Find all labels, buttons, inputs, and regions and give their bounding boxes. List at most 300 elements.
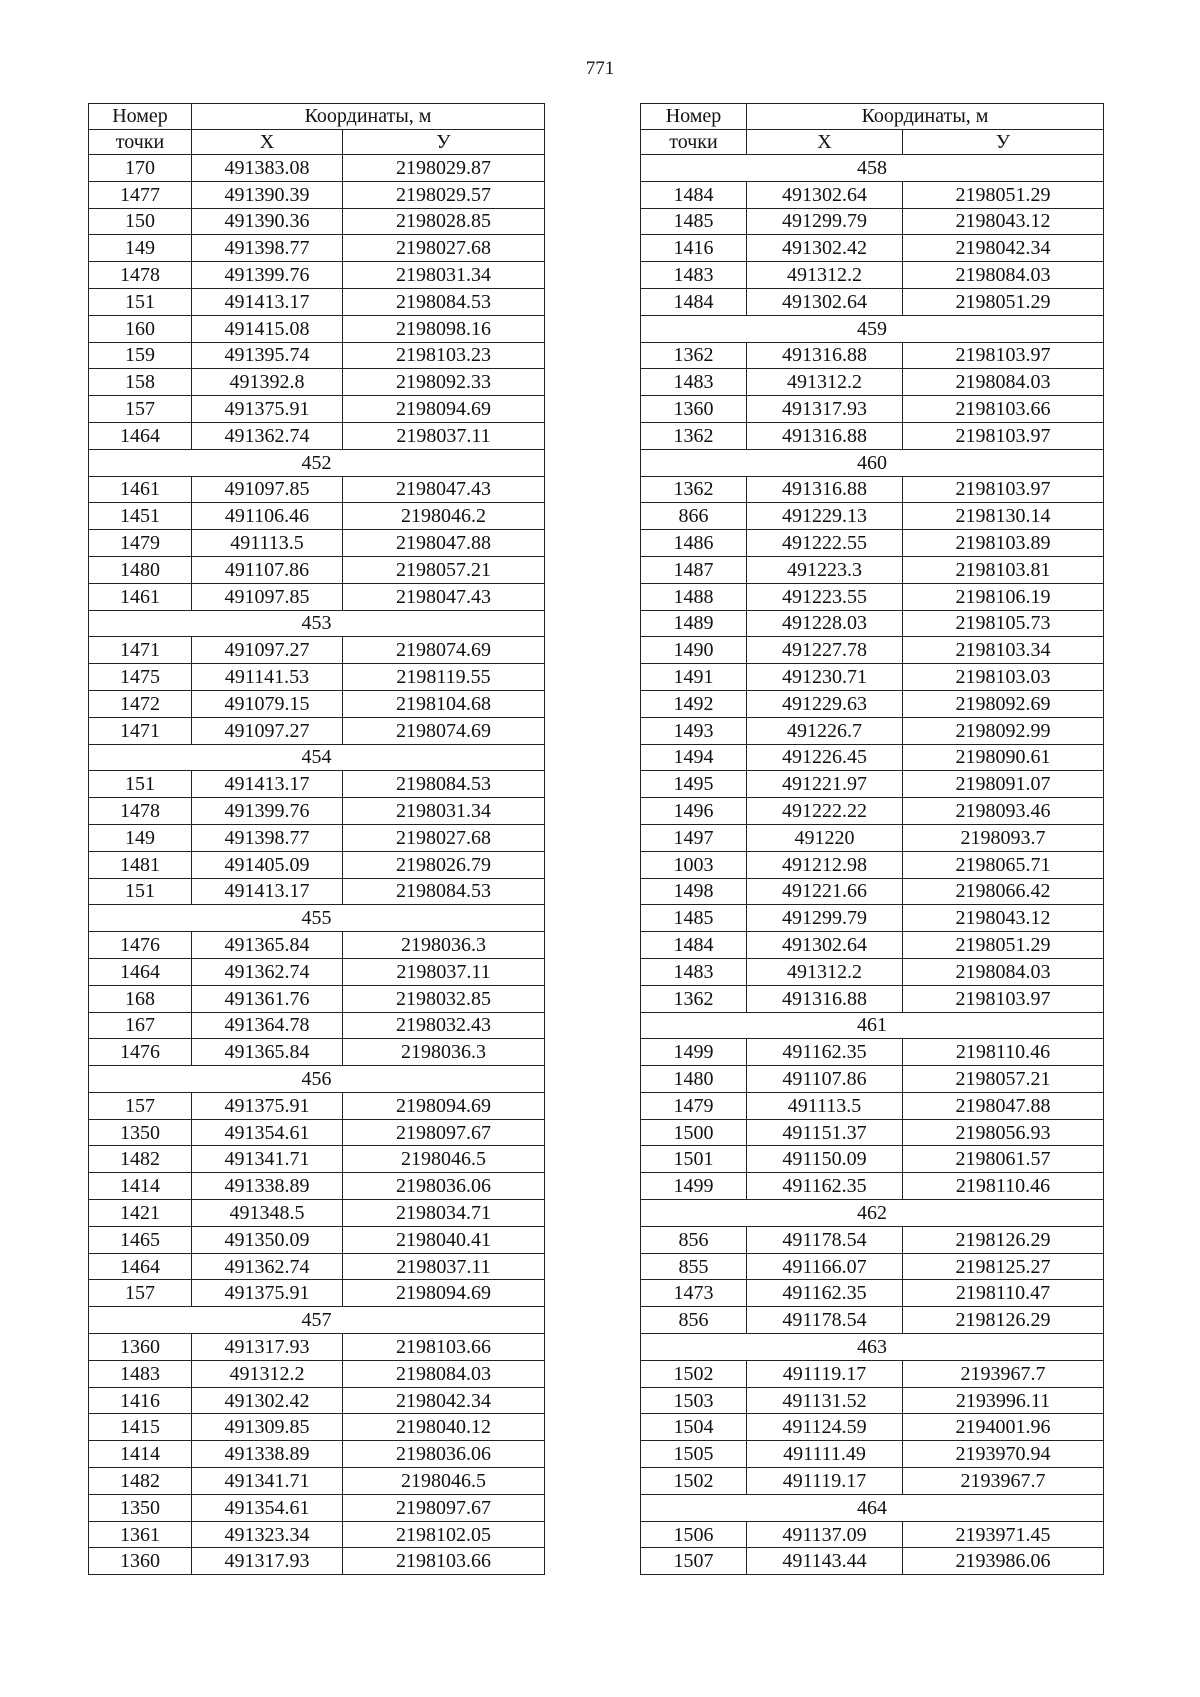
point-number-cell: 1362 (641, 422, 747, 449)
x-coordinate-cell: 491399.76 (192, 798, 343, 825)
point-number-cell: 1499 (641, 1039, 747, 1066)
y-coordinate-cell: 2198036.06 (343, 1173, 545, 1200)
section-row (641, 155, 1104, 182)
table-row (89, 824, 545, 851)
y-coordinate-cell: 2194001.96 (903, 1414, 1104, 1441)
x-coordinate-cell: 491111.49 (747, 1441, 903, 1468)
x-coordinate-cell: 491097.85 (192, 476, 343, 503)
section-row (89, 905, 545, 932)
x-coordinate-cell: 491390.39 (192, 181, 343, 208)
y-coordinate-cell: 2198110.46 (903, 1039, 1104, 1066)
x-coordinate-cell: 491150.09 (747, 1146, 903, 1173)
point-number-cell: 1483 (641, 958, 747, 985)
section-number: 462 (641, 1200, 1104, 1227)
x-coordinate-cell: 491131.52 (747, 1387, 903, 1414)
y-coordinate-cell: 2193971.45 (903, 1521, 1104, 1548)
x-coordinate-cell: 491113.5 (747, 1092, 903, 1119)
y-coordinate-cell: 2198084.03 (903, 262, 1104, 289)
y-coordinate-cell: 2198047.43 (343, 476, 545, 503)
table-row (89, 1119, 545, 1146)
table-row (89, 476, 545, 503)
table-row (89, 1521, 545, 1548)
x-coordinate-cell: 491316.88 (747, 342, 903, 369)
x-coordinate-cell: 491317.93 (192, 1548, 343, 1575)
x-coordinate-cell: 491143.44 (747, 1548, 903, 1575)
y-coordinate-cell: 2198097.67 (343, 1119, 545, 1146)
y-coordinate-cell: 2198126.29 (903, 1307, 1104, 1334)
x-coordinate-cell: 491317.93 (747, 396, 903, 423)
y-coordinate-cell: 2198029.87 (343, 155, 545, 182)
y-coordinate-cell: 2198046.2 (343, 503, 545, 530)
section-number: 454 (89, 744, 545, 771)
point-number-cell: 1483 (641, 262, 747, 289)
y-coordinate-cell: 2198103.97 (903, 342, 1104, 369)
y-coordinate-cell: 2198104.68 (343, 690, 545, 717)
coordinates-header: Координаты, м (192, 104, 545, 130)
point-number-cell: 167 (89, 1012, 192, 1039)
table-row (641, 342, 1104, 369)
table-row (641, 1387, 1104, 1414)
point-number-cell: 1494 (641, 744, 747, 771)
section-number: 459 (641, 315, 1104, 342)
table-row (89, 1012, 545, 1039)
x-coordinate-cell: 491107.86 (747, 1066, 903, 1093)
y-coordinate-cell: 2193970.94 (903, 1441, 1104, 1468)
x-coordinate-cell: 491166.07 (747, 1253, 903, 1280)
point-number-cell: 1360 (641, 396, 747, 423)
x-coordinate-cell: 491097.27 (192, 717, 343, 744)
y-coordinate-cell: 2198091.07 (903, 771, 1104, 798)
section-number: 460 (641, 449, 1104, 476)
point-number-cell: 856 (641, 1307, 747, 1334)
table-row (89, 288, 545, 315)
table-row (641, 1468, 1104, 1495)
point-number-cell: 1362 (641, 985, 747, 1012)
table-row (89, 1548, 545, 1575)
point-number-cell: 149 (89, 235, 192, 262)
point-number-cell: 1488 (641, 583, 747, 610)
section-row (641, 1012, 1104, 1039)
x-coordinate-cell: 491338.89 (192, 1441, 343, 1468)
table-row (641, 1548, 1104, 1575)
y-coordinate-cell: 2198093.7 (903, 824, 1104, 851)
y-coordinate-cell: 2198026.79 (343, 851, 545, 878)
table-row (641, 744, 1104, 771)
point-number-cell: 1416 (641, 235, 747, 262)
point-number-cell: 1478 (89, 798, 192, 825)
y-coordinate-cell: 2198027.68 (343, 235, 545, 262)
table-row (89, 798, 545, 825)
x-coordinate-cell: 491223.55 (747, 583, 903, 610)
x-coordinate-cell: 491221.97 (747, 771, 903, 798)
table-row (89, 583, 545, 610)
x-coordinate-cell: 491220 (747, 824, 903, 851)
section-number: 453 (89, 610, 545, 637)
x-coordinate-cell: 491222.55 (747, 530, 903, 557)
x-coordinate-cell: 491302.42 (192, 1387, 343, 1414)
point-number-header: Номер (641, 104, 747, 130)
y-coordinate-cell: 2198094.69 (343, 396, 545, 423)
table-row (89, 771, 545, 798)
section-number: 456 (89, 1066, 545, 1093)
point-number-cell: 157 (89, 396, 192, 423)
x-coordinate-cell: 491354.61 (192, 1494, 343, 1521)
y-coordinate-cell: 2198103.89 (903, 530, 1104, 557)
x-coordinate-cell: 491316.88 (747, 422, 903, 449)
x-coordinate-cell: 491223.3 (747, 556, 903, 583)
table-row (89, 369, 545, 396)
x-coordinate-cell: 491124.59 (747, 1414, 903, 1441)
table-row (641, 1414, 1104, 1441)
section-row (89, 1066, 545, 1093)
point-number-cell: 1489 (641, 610, 747, 637)
table-row (641, 1066, 1104, 1093)
table-row (89, 1360, 545, 1387)
y-coordinate-cell: 2198040.12 (343, 1414, 545, 1441)
section-number: 458 (641, 155, 1104, 182)
table-row (641, 771, 1104, 798)
x-coordinate-cell: 491392.8 (192, 369, 343, 396)
table-row (641, 717, 1104, 744)
x-coordinate-cell: 491309.85 (192, 1414, 343, 1441)
section-number: 455 (89, 905, 545, 932)
point-number-cell: 1506 (641, 1521, 747, 1548)
table-row (89, 690, 545, 717)
section-row (641, 1334, 1104, 1361)
x-coordinate-cell: 491390.36 (192, 208, 343, 235)
y-coordinate-cell: 2198042.34 (343, 1387, 545, 1414)
y-coordinate-cell: 2198029.57 (343, 181, 545, 208)
table-row (89, 1468, 545, 1495)
table-row (641, 985, 1104, 1012)
y-coordinate-cell: 2198037.11 (343, 1253, 545, 1280)
x-coordinate-cell: 491079.15 (192, 690, 343, 717)
x-coordinate-cell: 491302.64 (747, 932, 903, 959)
point-number-cell: 1350 (89, 1119, 192, 1146)
y-coordinate-cell: 2198103.23 (343, 342, 545, 369)
point-number-cell: 1416 (89, 1387, 192, 1414)
point-number-cell: 1500 (641, 1119, 747, 1146)
point-number-cell: 151 (89, 878, 192, 905)
y-coordinate-cell: 2193967.7 (903, 1360, 1104, 1387)
x-coordinate-cell: 491162.35 (747, 1173, 903, 1200)
section-number: 463 (641, 1334, 1104, 1361)
x-coordinate-cell: 491415.08 (192, 315, 343, 342)
x-coordinate-cell: 491338.89 (192, 1173, 343, 1200)
y-coordinate-cell: 2198042.34 (903, 235, 1104, 262)
y-coordinate-cell: 2198094.69 (343, 1280, 545, 1307)
point-number-cell: 1414 (89, 1173, 192, 1200)
table-row (89, 503, 545, 530)
table-row (641, 503, 1104, 530)
point-number-cell: 1507 (641, 1548, 747, 1575)
point-number-cell: 1350 (89, 1494, 192, 1521)
section-row (89, 449, 545, 476)
x-coordinate-cell: 491097.85 (192, 583, 343, 610)
table-row (641, 664, 1104, 691)
y-coordinate-cell: 2198057.21 (343, 556, 545, 583)
section-row (641, 449, 1104, 476)
x-coordinate-cell: 491312.2 (192, 1360, 343, 1387)
x-coordinate-cell: 491162.35 (747, 1280, 903, 1307)
point-number-cell: 1472 (89, 690, 192, 717)
point-number-header-cont: точки (641, 129, 747, 155)
table-row (641, 637, 1104, 664)
y-coordinate-cell: 2198126.29 (903, 1226, 1104, 1253)
table-row (89, 1092, 545, 1119)
y-coordinate-cell: 2198106.19 (903, 583, 1104, 610)
point-number-cell: 1361 (89, 1521, 192, 1548)
table-row (641, 556, 1104, 583)
point-number-cell: 1485 (641, 905, 747, 932)
x-coordinate-cell: 491317.93 (192, 1334, 343, 1361)
y-coordinate-cell: 2198028.85 (343, 208, 545, 235)
point-number-cell: 1477 (89, 181, 192, 208)
x-coordinate-cell: 491178.54 (747, 1307, 903, 1334)
point-number-cell: 1362 (641, 476, 747, 503)
x-coordinate-cell: 491221.66 (747, 878, 903, 905)
table-row (641, 208, 1104, 235)
y-coordinate-cell: 2198043.12 (903, 208, 1104, 235)
point-number-cell: 1464 (89, 1253, 192, 1280)
x-coordinate-cell: 491312.2 (747, 369, 903, 396)
y-coordinate-cell: 2198103.66 (343, 1334, 545, 1361)
table-row (641, 851, 1104, 878)
point-number-cell: 1421 (89, 1200, 192, 1227)
x-coordinate-cell: 491362.74 (192, 422, 343, 449)
point-number-cell: 157 (89, 1280, 192, 1307)
point-number-cell: 1360 (89, 1334, 192, 1361)
y-coordinate-cell: 2198084.53 (343, 771, 545, 798)
table-row (641, 1092, 1104, 1119)
table-row (89, 556, 545, 583)
y-coordinate-cell: 2198130.14 (903, 503, 1104, 530)
x-coordinate-cell: 491365.84 (192, 932, 343, 959)
y-coordinate-cell: 2193986.06 (903, 1548, 1104, 1575)
x-coordinate-cell: 491398.77 (192, 235, 343, 262)
x-coordinate-cell: 491226.7 (747, 717, 903, 744)
point-number-cell: 1479 (641, 1092, 747, 1119)
y-coordinate-cell: 2198092.99 (903, 717, 1104, 744)
table-row (641, 1521, 1104, 1548)
x-coordinate-cell: 491151.37 (747, 1119, 903, 1146)
table-row (89, 637, 545, 664)
table-row (641, 530, 1104, 557)
y-coordinate-cell: 2198065.71 (903, 851, 1104, 878)
y-coordinate-cell: 2193967.7 (903, 1468, 1104, 1495)
x-coordinate-cell: 491350.09 (192, 1226, 343, 1253)
x-coordinate-cell: 491302.42 (747, 235, 903, 262)
y-coordinate-cell: 2198084.53 (343, 878, 545, 905)
point-number-cell: 1476 (89, 932, 192, 959)
y-coordinate-cell: 2198084.03 (343, 1360, 545, 1387)
section-number: 452 (89, 449, 545, 476)
table-row (89, 422, 545, 449)
point-number-cell: 1482 (89, 1468, 192, 1495)
table-row (641, 1280, 1104, 1307)
section-row (89, 1307, 545, 1334)
point-number-cell: 1482 (89, 1146, 192, 1173)
x-coordinate-cell: 491229.13 (747, 503, 903, 530)
y-coordinate-cell: 2198036.3 (343, 1039, 545, 1066)
table-row (89, 208, 545, 235)
x-coordinate-cell: 491137.09 (747, 1521, 903, 1548)
table-row (641, 1360, 1104, 1387)
point-number-cell: 151 (89, 771, 192, 798)
x-coordinate-cell: 491302.64 (747, 181, 903, 208)
table-row (89, 851, 545, 878)
table-row (89, 1441, 545, 1468)
point-number-cell: 1484 (641, 181, 747, 208)
point-number-cell: 149 (89, 824, 192, 851)
point-number-cell: 1480 (89, 556, 192, 583)
point-number-cell: 1495 (641, 771, 747, 798)
y-coordinate-cell: 2198047.88 (343, 530, 545, 557)
point-number-cell: 856 (641, 1226, 747, 1253)
y-coordinate-cell: 2198110.47 (903, 1280, 1104, 1307)
y-coordinate-cell: 2198032.85 (343, 985, 545, 1012)
table-row (641, 1173, 1104, 1200)
coordinates-table-right (640, 103, 1104, 1575)
x-coordinate-cell: 491119.17 (747, 1360, 903, 1387)
point-number-cell: 1484 (641, 288, 747, 315)
y-coordinate-cell: 2198031.34 (343, 262, 545, 289)
point-number-cell: 1471 (89, 637, 192, 664)
x-coordinate-cell: 491230.71 (747, 664, 903, 691)
x-coordinate-cell: 491348.5 (192, 1200, 343, 1227)
x-coordinate-cell: 491341.71 (192, 1146, 343, 1173)
point-number-cell: 1492 (641, 690, 747, 717)
table-row (89, 530, 545, 557)
table-row (89, 1173, 545, 1200)
y-coordinate-cell: 2198119.55 (343, 664, 545, 691)
table-row (89, 1387, 545, 1414)
x-coordinate-cell: 491413.17 (192, 771, 343, 798)
x-coordinate-cell: 491365.84 (192, 1039, 343, 1066)
y-coordinate-cell: 2198097.67 (343, 1494, 545, 1521)
table-row (641, 583, 1104, 610)
y-coordinate-cell: 2198094.69 (343, 1092, 545, 1119)
point-number-header: Номер (89, 104, 192, 130)
x-coordinate-cell: 491316.88 (747, 985, 903, 1012)
y-coordinate-cell: 2198110.46 (903, 1173, 1104, 1200)
table-row (641, 1119, 1104, 1146)
table-row (89, 985, 545, 1012)
table-body (89, 155, 545, 1575)
x-coordinate-cell: 491222.22 (747, 798, 903, 825)
table-row (641, 1039, 1104, 1066)
x-coordinate-cell: 491362.74 (192, 1253, 343, 1280)
table-row (641, 422, 1104, 449)
point-number-cell: 1461 (89, 476, 192, 503)
table-row (641, 1146, 1104, 1173)
point-number-cell: 160 (89, 315, 192, 342)
point-number-cell: 1497 (641, 824, 747, 851)
point-number-cell: 1451 (89, 503, 192, 530)
y-coordinate-cell: 2198084.53 (343, 288, 545, 315)
y-coordinate-cell: 2193996.11 (903, 1387, 1104, 1414)
y-coordinate-cell: 2198037.11 (343, 422, 545, 449)
section-row (641, 1200, 1104, 1227)
y-column-header: У (903, 129, 1104, 155)
point-number-cell: 1481 (89, 851, 192, 878)
table-row (89, 1280, 545, 1307)
x-coordinate-cell: 491413.17 (192, 288, 343, 315)
table-row (641, 958, 1104, 985)
point-number-cell: 866 (641, 503, 747, 530)
table-row (89, 235, 545, 262)
point-number-cell: 1496 (641, 798, 747, 825)
x-coordinate-cell: 491341.71 (192, 1468, 343, 1495)
table-row (641, 1441, 1104, 1468)
y-coordinate-cell: 2198103.97 (903, 476, 1104, 503)
x-coordinate-cell: 491375.91 (192, 396, 343, 423)
x-coordinate-cell: 491361.76 (192, 985, 343, 1012)
section-number: 461 (641, 1012, 1104, 1039)
x-coordinate-cell: 491354.61 (192, 1119, 343, 1146)
table-row (89, 932, 545, 959)
table-row (89, 1039, 545, 1066)
table-row (89, 1334, 545, 1361)
x-coordinate-cell: 491229.63 (747, 690, 903, 717)
y-coordinate-cell: 2198061.57 (903, 1146, 1104, 1173)
coordinates-table-left (88, 103, 545, 1575)
table-row (89, 717, 545, 744)
table-row (89, 1200, 545, 1227)
y-coordinate-cell: 2198074.69 (343, 637, 545, 664)
point-number-cell: 1478 (89, 262, 192, 289)
table-row (89, 262, 545, 289)
table-row (89, 315, 545, 342)
y-coordinate-cell: 2198103.66 (343, 1548, 545, 1575)
point-number-cell: 1499 (641, 1173, 747, 1200)
point-number-cell: 1480 (641, 1066, 747, 1093)
table-row (89, 342, 545, 369)
table-row (641, 798, 1104, 825)
point-number-cell: 1483 (641, 369, 747, 396)
table-row (641, 476, 1104, 503)
table-row (641, 369, 1104, 396)
y-coordinate-cell: 2198043.12 (903, 905, 1104, 932)
table-row (641, 878, 1104, 905)
point-number-cell: 1486 (641, 530, 747, 557)
y-coordinate-cell: 2198103.34 (903, 637, 1104, 664)
table-row (641, 1226, 1104, 1253)
point-number-cell: 1476 (89, 1039, 192, 1066)
y-coordinate-cell: 2198047.88 (903, 1092, 1104, 1119)
point-number-cell: 150 (89, 208, 192, 235)
x-coordinate-cell: 491119.17 (747, 1468, 903, 1495)
point-number-cell: 1414 (89, 1441, 192, 1468)
table-row (89, 396, 545, 423)
point-number-cell: 1502 (641, 1468, 747, 1495)
x-coordinate-cell: 491299.79 (747, 208, 903, 235)
point-number-cell: 1475 (89, 664, 192, 691)
x-coordinate-cell: 491399.76 (192, 262, 343, 289)
table-row (641, 824, 1104, 851)
y-coordinate-cell: 2198051.29 (903, 932, 1104, 959)
section-row (89, 744, 545, 771)
x-coordinate-cell: 491312.2 (747, 958, 903, 985)
table-row (89, 1253, 545, 1280)
x-coordinate-cell: 491227.78 (747, 637, 903, 664)
x-coordinate-cell: 491113.5 (192, 530, 343, 557)
y-coordinate-cell: 2198074.69 (343, 717, 545, 744)
table-row (89, 878, 545, 905)
y-coordinate-cell: 2198103.97 (903, 422, 1104, 449)
table-row (641, 610, 1104, 637)
point-number-cell: 1501 (641, 1146, 747, 1173)
